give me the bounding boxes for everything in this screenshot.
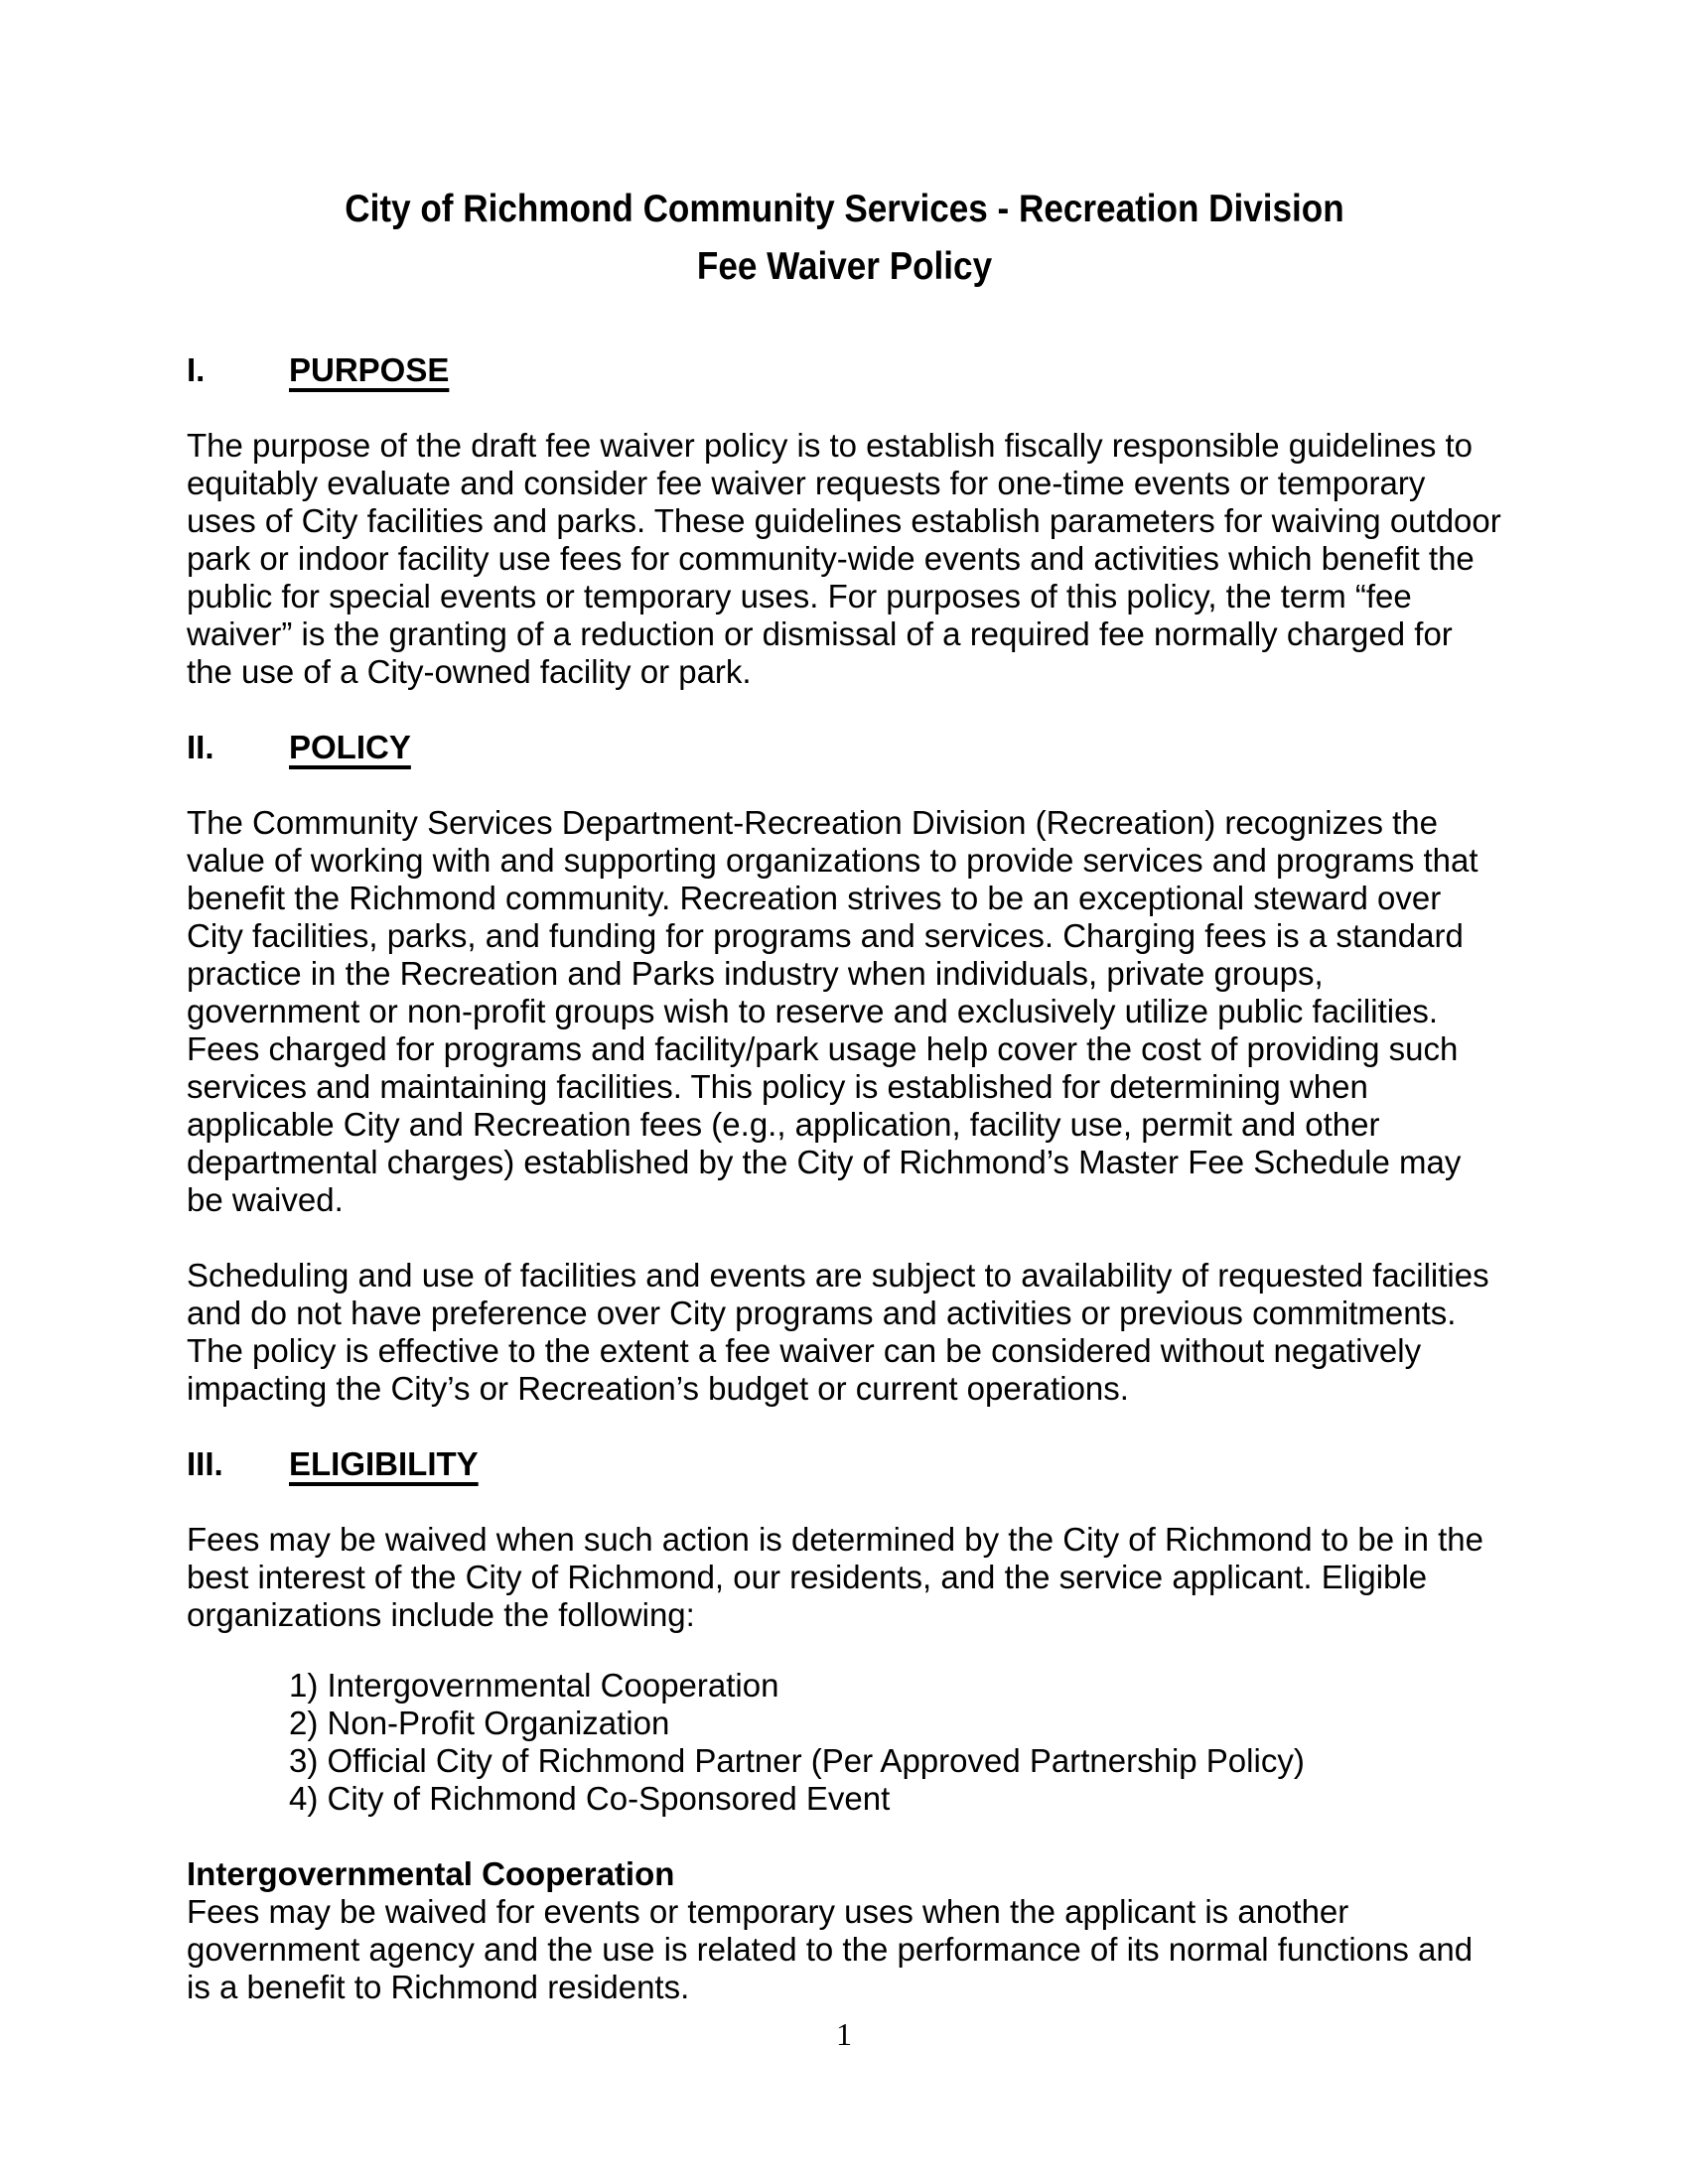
section-heading-purpose xyxy=(187,351,1502,389)
section-heading-label: PURPOSE xyxy=(289,351,450,388)
document-title-line1: City of Richmond Community Services - Recreation Division xyxy=(345,188,1344,230)
subsection-heading-intergovernmental-cooperation: Intergovernmental Cooperation xyxy=(187,1855,675,1892)
purpose-paragraph: The purpose of the draft fee waiver policy is to establish fiscally responsible guidelines to equitably evaluate and consider fee waiver requests for one-time events or temporary uses of City facilities and parks. These guidelines establish parameters for waiving outdoor park or indoor facility use fees for community-wide events and activities which benefit the public for special events or temporary uses. For purposes of this policy, the term “fee waiver” is the granting of a reduction or dismissal of a required fee normally charged for the use of a City-owned facility or park. xyxy=(187,427,1501,690)
list-item: 3) Official City of Richmond Partner (Per Approved Partnership Policy) xyxy=(289,1742,1305,1779)
list-item: 4) City of Richmond Co-Sponsored Event xyxy=(289,1780,891,1817)
intergovernmental-cooperation-paragraph: Fees may be waived for events or temporary uses when the applicant is another government agency and the use is related to the performance of its normal functions and is a benefit to Richmond residents. xyxy=(187,1893,1474,2005)
list-item: 2) Non-Profit Organization xyxy=(289,1705,670,1741)
eligible-organizations-list xyxy=(187,1667,1502,1818)
policy-paragraph-1: The Community Services Department-Recreation Division (Recreation) recognizes the value of working with and supporting organizations to provide services and programs that benefit the Richmond community. Recreation strives to be an exceptional steward over City facilities, parks, and funding for programs and services. Charging fees is a standard practice in the Recreation and Parks industry when individuals, private groups, government or non-profit groups wish to reserve and exclusively utilize public facilities. Fees charged for programs and facility/park usage help cover the cost of providing such services and maintaining facilities. This policy is established for determining when applicable City and Recreation fees (e.g., application, facility use, permit and other departmental charges) established by the City of Richmond’s Master Fee Schedule may be waived. xyxy=(187,804,1478,1218)
document-title xyxy=(252,181,1437,296)
section-number: III. xyxy=(187,1445,223,1482)
page-number: 1 xyxy=(836,2016,852,2052)
section-heading-label: POLICY xyxy=(289,729,411,765)
section-heading-label: ELIGIBILITY xyxy=(289,1445,479,1482)
eligibility-paragraph: Fees may be waived when such action is determined by the City of Richmond to be in the best interest of the City of Richmond, our residents, and the service applicant. Eligible organizations include the following: xyxy=(187,1521,1484,1633)
section-heading-eligibility xyxy=(187,1445,1502,1483)
list-item: 1) Intergovernmental Cooperation xyxy=(289,1667,779,1704)
section-number: II. xyxy=(187,729,214,765)
document-title-line2: Fee Waiver Policy xyxy=(696,245,993,288)
section-heading-policy xyxy=(187,729,1502,766)
policy-paragraph-2: Scheduling and use of facilities and events are subject to availability of requested facilities and do not have preference over City programs and activities or previous commitments. The policy is effective to the extent a fee waiver can be considered without negatively impacting the City’s or Recreation’s budget or current operations. xyxy=(187,1257,1489,1407)
document-content xyxy=(187,181,1502,2039)
section-number: I. xyxy=(187,351,206,388)
